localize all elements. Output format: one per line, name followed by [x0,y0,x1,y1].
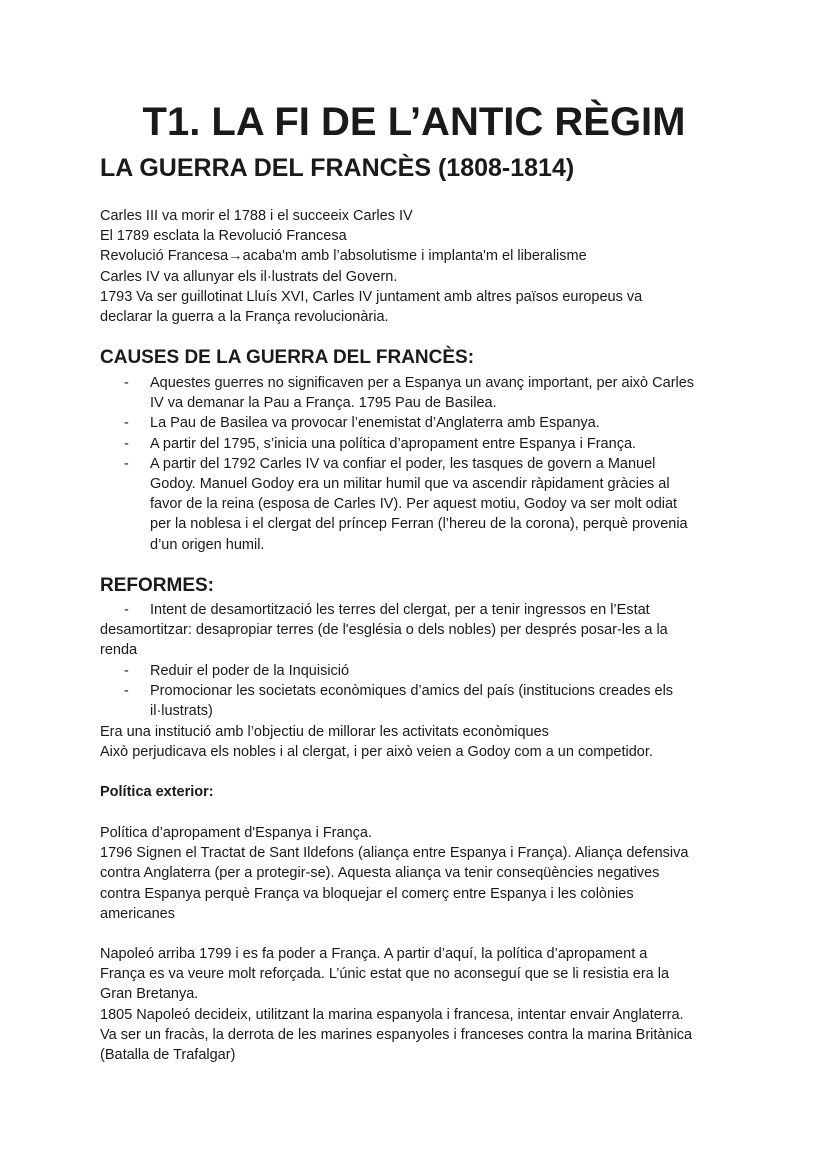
text-line: Això perjudicava els nobles i al clergat, i per això veien a Godoy com a un competidor. [100,744,653,761]
text-line: Godoy. Manuel Godoy era un militar humil que va ascendir ràpidament gràcies al [150,476,670,493]
text-line: Carles III va morir el 1788 i el succeeix Carles IV [100,208,413,224]
text-line: Napoleó arriba 1799 i es fa poder a França. A partir d’aquí, la política d’apropament a [100,946,648,962]
text-line: favor de la reina (esposa de Carles IV). Per aquest motiu, Godoy va ser molt odiat [150,496,678,513]
section-heading-guerra: LA GUERRA DEL FRANCÈS (1808-1814) [100,154,575,182]
reformes-after-paragraph [100,722,740,762]
text-line: 1796 Signen el Tractat de Sant Ildefons (aliança entre Espanya i França). Aliança defensiva [100,845,689,862]
text-line: Carles IV va allunyar els il·lustrats del Govern. [100,268,398,285]
page-title: T1. LA FI DE L’ANTIC RÈGIM [142,100,686,144]
bullet-dash: - [124,455,129,472]
politica-paragraph-2 [100,944,740,1065]
causes-list [100,373,740,555]
intro-paragraph [100,206,740,327]
text-line: d’un origen humil. [150,536,265,553]
text-line: Va ser un fracàs, la derrota de les marines espanyoles i franceses contra la marina Britànica [100,1026,693,1043]
text-line: 1805 Napoleó decideix, utilitzant la marina espanyola i francesa, intentar envair Anglaterra. [100,1006,684,1023]
text-line: Intent de desamortització les terres del clergat, per a tenir ingressos en l’Estat [150,602,650,618]
causes-heading: CAUSES DE LA GUERRA DEL FRANCÈS: [100,347,475,368]
definition-paragraph [100,620,740,660]
list-item [100,413,740,433]
bullet-dash: - [124,602,129,618]
reformes-list-first [100,600,740,620]
text-line: il·lustrats) [150,703,213,720]
text-line: Reduir el poder de la Inquisició [150,663,350,679]
list-item [100,681,740,721]
text-line: declarar la guerra a la França revolucionària. [100,309,389,326]
text-line: França es va veure molt reforçada. L’únic estat que no aconseguí que se li resistia era la [100,966,670,983]
bullet-dash: - [124,375,129,391]
text-line: desamortitzar: desapropiar terres (de l'església o dels nobles) per després posar-les a la [100,622,668,638]
text-line: La Pau de Basilea va provocar l’enemistat d’Anglaterra amb Espanya. [150,415,600,432]
politica-heading: Política exterior: [100,784,214,800]
bullet-dash: - [124,683,129,700]
text-line: Revolució Francesa→acaba'm amb l’absolutisme i implanta'm el liberalisme [100,248,587,265]
text-line: A partir del 1792 Carles IV va confiar el poder, les tasques de govern a Manuel [150,455,656,472]
text-line: Promocionar les societats econòmiques d’amics del país (institucions creades els [150,683,674,700]
text-line: contra Espanya perquè França va bloquejar el comerç entre Espanya i les colònies [100,885,634,902]
text-line: IV va demanar la Pau a França. 1795 Pau de Basilea. [150,395,497,412]
list-item [100,373,740,413]
text-line: Política d’apropament d'Espanya i França. [100,825,372,841]
text-line: 1793 Va ser guillotinat Lluís XVI, Carles IV juntament amb altres països europeus va [100,288,643,305]
text-line: A partir del 1795, s’inicia una política d’apropament entre Espanya i França. [150,435,637,452]
reformes-heading: REFORMES: [100,575,214,596]
text-line: renda [100,642,138,659]
text-line: Gran Bretanya. [100,986,199,1003]
bullet-dash: - [124,663,129,679]
bullet-dash: - [124,435,129,452]
text-line: per la noblesa i el clergat del príncep Ferran (l’hereu de la corona), perquè provenia [150,516,688,533]
politica-paragraph-1 [100,823,740,924]
text-line: americanes [100,905,175,922]
text-line: El 1789 esclata la Revolució Francesa [100,228,347,245]
reformes-list [100,661,740,722]
text-line: contra Anglaterra (per a protegir-se). Aquesta aliança va tenir conseqüències negatives [100,865,660,882]
list-item [100,454,740,555]
text-line: Aquestes guerres no significaven per a Espanya un avanç important, per això Carles [150,375,695,391]
list-item [100,600,740,620]
bullet-dash: - [124,415,129,432]
list-item [100,661,740,681]
list-item [100,434,740,454]
text-line: (Batalla de Trafalgar) [100,1047,236,1064]
text-line: Era una institució amb l’objectiu de millorar les activitats econòmiques [100,724,549,740]
